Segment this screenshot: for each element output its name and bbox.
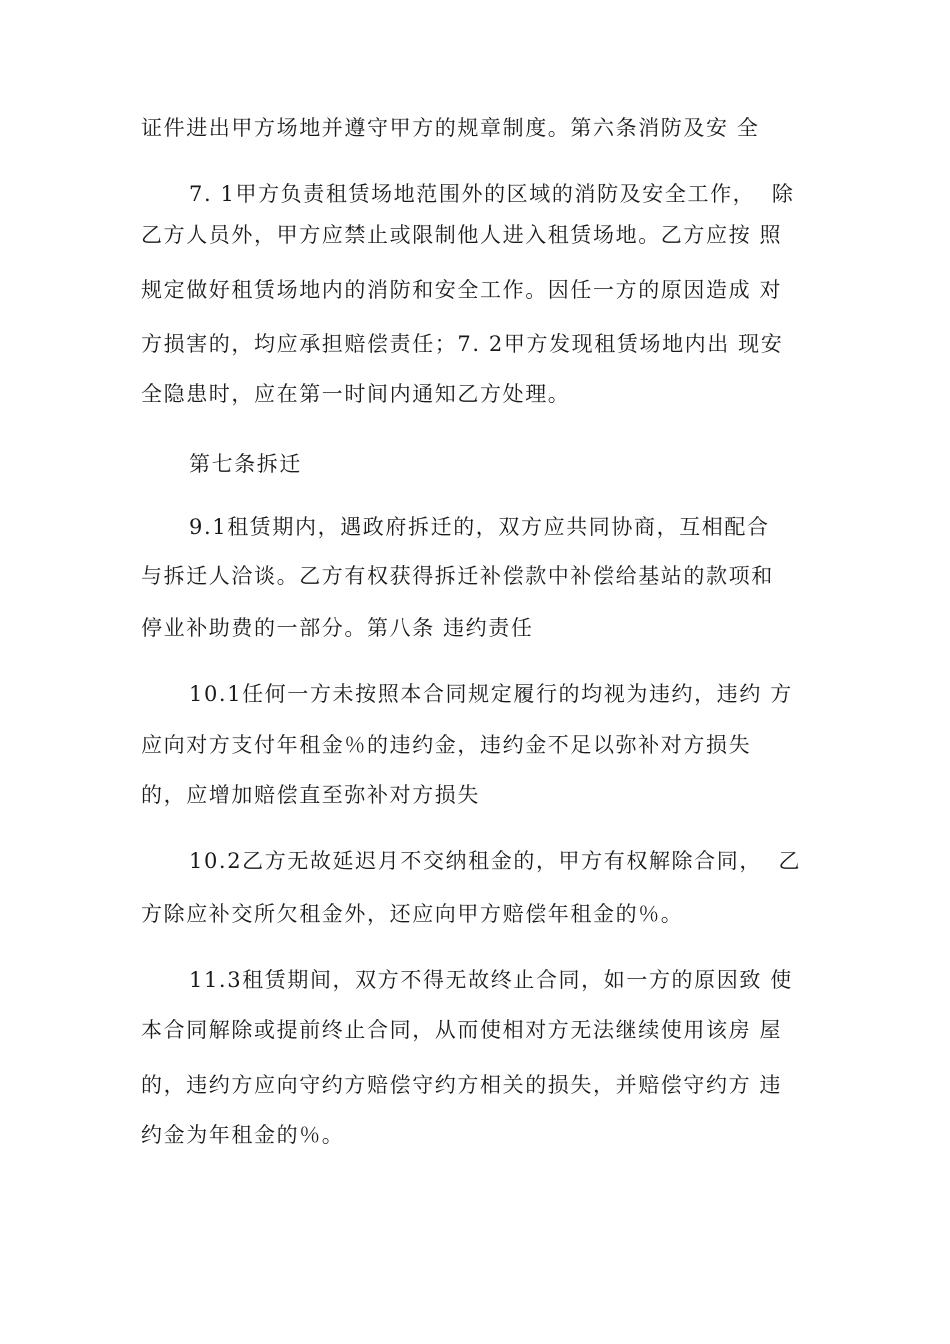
text-line: 10.2乙方无故延迟月不交纳租金的，甲方有权解除合同， 乙: [189, 849, 802, 873]
section-heading: 第七条拆迁: [189, 452, 302, 476]
text-line: 10.1任何一方未按照本合同规定履行的均视为违约，违约 方: [189, 682, 793, 706]
text-line: 应向对方支付年租金％的违约金，违约金不足以弥补对方损失: [141, 733, 752, 757]
text-line: 证件进出甲方场地并遵守甲方的规章制度。第六条消防及安 全: [141, 116, 760, 140]
text-line: 7. 1甲方负责租赁场地范围外的区域的消防及安全工作， 除: [189, 182, 795, 206]
text-line: 乙方人员外，甲方应禁止或限制他人进入租赁场地。乙方应按 照: [141, 223, 783, 247]
text-line: 11.3租赁期间，双方不得无故终止合同，如一方的原因致 使: [189, 968, 793, 992]
text-line: 全隐患时，应在第一时间内通知乙方处理。: [141, 382, 571, 406]
text-line: 与拆迁人洽谈。乙方有权获得拆迁补偿款中补偿给基站的款项和: [141, 564, 774, 588]
text-line: 方除应补交所欠租金外，还应向甲方赔偿年租金的％。: [141, 902, 684, 926]
text-line: 方损害的，均应承担赔偿责任；7. 2甲方发现租赁场地内出 现安: [141, 332, 784, 356]
text-line: 约金为年租金的％。: [141, 1123, 345, 1147]
text-line: 规定做好租赁场地内的消防和安全工作。因任一方的原因造成 对: [141, 278, 783, 302]
text-line: 停业补助费的一部分。第八条 违约责任: [141, 616, 534, 640]
text-line: 的，应增加赔偿直至弥补对方损失: [141, 783, 480, 807]
text-line: 的，违约方应向守约方赔偿守约方相关的损失，并赔偿守约方 违: [141, 1073, 783, 1097]
text-line: 本合同解除或提前终止合同，从而使相对方无法继续使用该房 屋: [141, 1018, 783, 1042]
text-line: 9.1租赁期内，遇政府拆迁的，双方应共同协商，互相配合: [189, 515, 770, 539]
